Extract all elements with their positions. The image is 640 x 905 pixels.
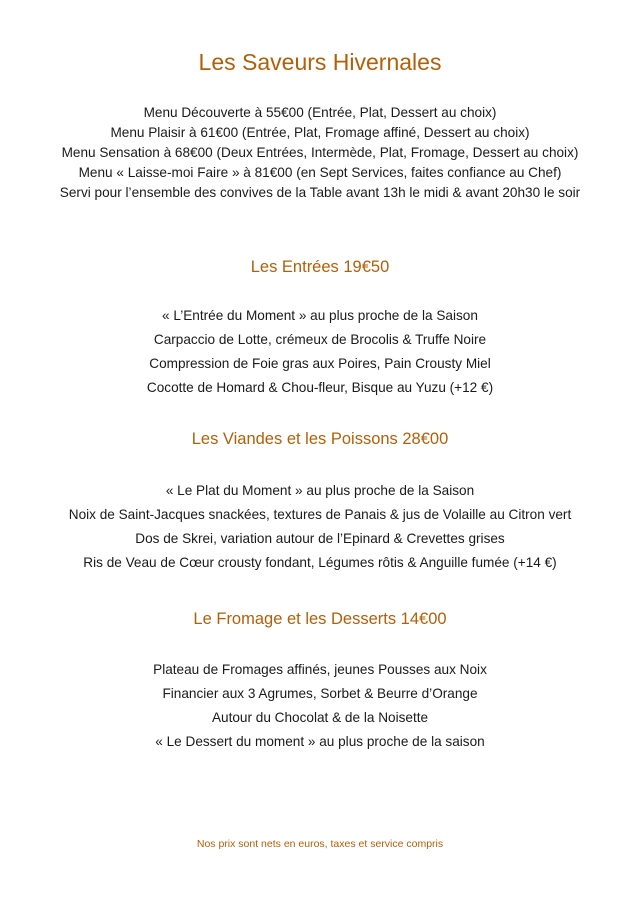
menu-formulas	[0, 103, 640, 203]
dish-item: « Le Dessert du moment » au plus proche de la saison	[155, 734, 485, 749]
section-items-viandes-poissons	[0, 479, 640, 575]
dish-item: « L’Entrée du Moment » au plus proche de la Saison	[162, 308, 478, 323]
dish-item: Compression de Foie gras aux Poires, Pain Crousty Miel	[149, 356, 491, 371]
service-hours-line: Servi pour l’ensemble des convives de la Table avant 13h le midi & avant 20h30 le soir	[59, 185, 581, 200]
section-items-fromage-desserts	[0, 658, 640, 754]
section-title-entrees: Les Entrées 19€50	[250, 258, 390, 276]
dish-item: Carpaccio de Lotte, crémeux de Brocolis & Truffe Noire	[153, 332, 487, 347]
dish-item: Plateau de Fromages affinés, jeunes Pousses aux Noix	[153, 662, 487, 677]
dish-item: Cocotte de Homard & Chou-fleur, Bisque au Yuzu (+12 €)	[146, 380, 494, 395]
price-footnote: Nos prix sont nets en euros, taxes et service compris	[196, 838, 444, 850]
formula-line: Menu Sensation à 68€00 (Deux Entrées, Intermède, Plat, Fromage, Dessert au choix)	[61, 145, 579, 160]
dish-item: Ris de Veau de Cœur crousty fondant, Légumes rôtis & Anguille fumée (+14 €)	[83, 555, 557, 570]
section-title-fromage-desserts: Le Fromage et les Desserts 14€00	[193, 610, 447, 628]
formula-line: Menu Découverte à 55€00 (Entrée, Plat, Dessert au choix)	[143, 105, 497, 120]
formula-line: Menu « Laisse-moi Faire » à 81€00 (en Sept Services, faites confiance au Chef)	[78, 165, 562, 180]
dish-item: Autour du Chocolat & de la Noisette	[211, 710, 429, 725]
menu-title: Les Saveurs Hivernales	[198, 49, 442, 75]
formula-line: Menu Plaisir à 61€00 (Entrée, Plat, Fromage affiné, Dessert au choix)	[110, 125, 530, 140]
dish-item: « Le Plat du Moment » au plus proche de la Saison	[165, 483, 475, 498]
dish-item: Noix de Saint-Jacques snackées, textures de Panais & jus de Volaille au Citron vert	[68, 507, 572, 522]
dish-item: Financier aux 3 Agrumes, Sorbet & Beurre d’Orange	[162, 686, 478, 701]
section-title-viandes-poissons: Les Viandes et les Poissons 28€00	[191, 430, 449, 448]
section-items-entrees	[0, 304, 640, 400]
dish-item: Dos de Skrei, variation autour de l’Epinard & Crevettes grises	[135, 531, 505, 546]
